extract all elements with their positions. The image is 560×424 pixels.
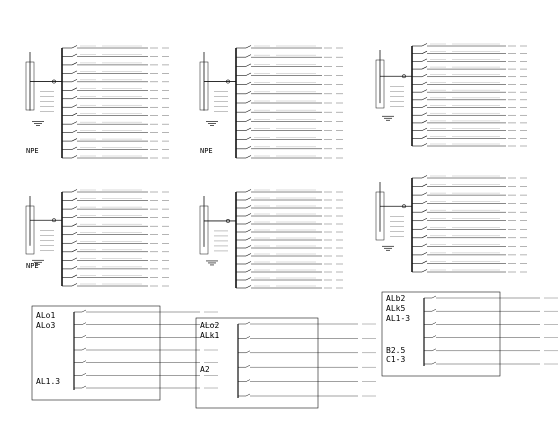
panel-6-branch-breaker-icon	[422, 176, 427, 179]
npe-label-2: NPE	[200, 147, 213, 155]
panel-5-branch-breaker-icon	[422, 120, 427, 123]
panel-6-branch-breaker-icon	[422, 252, 427, 255]
panel-4-branch-breaker-icon	[246, 214, 251, 217]
legend-3-title-e: C1-3	[386, 355, 406, 364]
panel-4-branch-breaker-icon	[246, 206, 251, 209]
npe-label-1: NPE	[26, 147, 39, 155]
panel-3-branch-breaker-icon	[72, 249, 77, 252]
panel-5-branch-breaker-icon	[422, 113, 427, 116]
panel-5-branch-breaker-icon	[422, 44, 427, 47]
panel-6	[376, 176, 527, 273]
legend-2-title-c: A2	[200, 365, 210, 374]
legend-2-row-breaker-icon	[246, 322, 250, 324]
panel-4-branch-breaker-icon	[246, 246, 251, 249]
panel-6-branch-breaker-icon	[422, 210, 427, 213]
panel-3-branch-breaker-icon	[72, 284, 77, 287]
panel-5-branch-breaker-icon	[422, 59, 427, 62]
npe-label-3: NPE	[26, 262, 39, 270]
panel-1-branch-breaker-icon	[72, 96, 77, 99]
panel-6-branch-breaker-icon	[422, 227, 427, 230]
legend-1-row-breaker-icon	[82, 361, 86, 363]
legend-2-row-breaker-icon	[246, 394, 250, 396]
panel-4-branch-breaker-icon	[246, 254, 251, 257]
legend-3-row-breaker-icon	[432, 296, 436, 298]
legend-2-row-breaker-icon	[246, 351, 250, 353]
panel-1-branch-breaker-icon	[72, 147, 77, 150]
panel-2-branch-breaker-icon	[246, 137, 251, 140]
panel-5-branch-breaker-icon	[422, 136, 427, 139]
panel-1-branch-breaker-icon	[72, 105, 77, 108]
panel-5	[376, 44, 527, 147]
panel-4-branch-breaker-icon	[246, 262, 251, 265]
panel-3-branch-breaker-icon	[72, 266, 77, 269]
legend-3-title-a: ALb2	[386, 294, 406, 303]
panel-4-branch-breaker-icon	[246, 286, 251, 289]
panel-6-branch-breaker-icon	[422, 218, 427, 221]
panel-3-branch-breaker-icon	[72, 232, 77, 235]
panel-6-branch-breaker-icon	[422, 201, 427, 204]
panel-6-branch-breaker-icon	[422, 270, 427, 273]
legend-3-title-c: AL1-3	[386, 314, 411, 323]
legend-3-title-b: ALk5	[386, 304, 406, 313]
legend-1-row-breaker-icon	[82, 335, 86, 337]
legend-1-title-a: ALo1	[36, 311, 56, 320]
panel-4-branch-breaker-icon	[246, 278, 251, 281]
panel-3-branch-breaker-icon	[72, 275, 77, 278]
panel-5-branch-breaker-icon	[422, 90, 427, 93]
panel-2-branch-breaker-icon	[246, 46, 251, 49]
legend-2-title-a: ALo2	[200, 321, 220, 330]
panel-2-branch-breaker-icon	[246, 128, 251, 131]
panel-1-branch-breaker-icon	[72, 79, 77, 82]
panel-5-branch-breaker-icon	[422, 82, 427, 85]
legend-boxes	[32, 292, 558, 408]
panel-1-branch-breaker-icon	[72, 139, 77, 142]
panel-3-branch-breaker-icon	[72, 224, 77, 227]
legend-3-row-breaker-icon	[432, 322, 436, 324]
panel-5-branch-breaker-icon	[422, 105, 427, 108]
panel-3-branch-breaker-icon	[72, 207, 77, 210]
legend-3-row-breaker-icon	[432, 362, 436, 364]
panel-4-branch-breaker-icon	[246, 270, 251, 273]
panel-6-branch-breaker-icon	[422, 184, 427, 187]
panel-2	[200, 46, 343, 159]
panel-3-branch-breaker-icon	[72, 241, 77, 244]
panel-1-branch-breaker-icon	[72, 122, 77, 125]
legend-2-row-breaker-icon	[246, 365, 250, 367]
legend-1-title-c: AL1.3	[36, 377, 61, 386]
legend-1-row-breaker-icon	[82, 323, 86, 325]
panel-4-branch-breaker-icon	[246, 198, 251, 201]
panel-1-branch-breaker-icon	[72, 71, 77, 74]
panel-1-branch-breaker-icon	[72, 156, 77, 159]
legend-1-title-b: ALo3	[36, 321, 56, 330]
panel-5-branch-breaker-icon	[422, 97, 427, 100]
panel-2-branch-breaker-icon	[246, 55, 251, 58]
legend-2	[196, 318, 376, 408]
panel-5-branch-breaker-icon	[422, 51, 427, 54]
panel-2-branch-breaker-icon	[246, 119, 251, 122]
panel-5-branch-breaker-icon	[422, 144, 427, 147]
legend-1-row-breaker-icon	[82, 373, 86, 375]
panel-2-branch-breaker-icon	[246, 110, 251, 113]
panel-5-branch-breaker-icon	[422, 74, 427, 77]
panel-6-branch-breaker-icon	[422, 261, 427, 264]
legend-3-row-breaker-icon	[432, 349, 436, 351]
panel-1-branch-breaker-icon	[72, 54, 77, 57]
legend-3-title-d: B2.5	[386, 346, 406, 355]
panel-4-branch-breaker-icon	[246, 238, 251, 241]
panel-4-branch-breaker-icon	[246, 222, 251, 225]
legend-2-title-b: ALk1	[200, 331, 220, 340]
legend-2-row-breaker-icon	[246, 380, 250, 382]
panel-1	[26, 46, 169, 159]
legend-3-row-breaker-icon	[432, 309, 436, 311]
panel-5-branch-breaker-icon	[422, 128, 427, 131]
panel-6-branch-breaker-icon	[422, 193, 427, 196]
legend-3-row-breaker-icon	[432, 336, 436, 338]
panel-4	[200, 190, 343, 289]
panel-1-branch-breaker-icon	[72, 113, 77, 116]
panel-2-branch-breaker-icon	[246, 82, 251, 85]
legend-2-row-breaker-icon	[246, 336, 250, 338]
panel-1-branch-breaker-icon	[72, 130, 77, 133]
panel-6-branch-breaker-icon	[422, 244, 427, 247]
panel-1-branch-breaker-icon	[72, 88, 77, 91]
panel-1-branch-breaker-icon	[72, 46, 77, 49]
panel-2-branch-breaker-icon	[246, 156, 251, 159]
panel-3-branch-breaker-icon	[72, 190, 77, 193]
legend-1-row-breaker-icon	[82, 348, 86, 350]
panel-2-branch-breaker-icon	[246, 73, 251, 76]
panel-5-branch-breaker-icon	[422, 67, 427, 70]
panel-2-branch-breaker-icon	[246, 146, 251, 149]
panel-2-branch-breaker-icon	[246, 101, 251, 104]
panel-4-branch-breaker-icon	[246, 230, 251, 233]
panel-2-branch-breaker-icon	[246, 64, 251, 67]
legend-3	[382, 292, 558, 376]
distribution-panels	[26, 44, 527, 289]
panel-4-branch-breaker-icon	[246, 190, 251, 193]
panel-3-branch-breaker-icon	[72, 258, 77, 261]
panel-1-branch-breaker-icon	[72, 62, 77, 65]
panel-3-branch-breaker-icon	[72, 198, 77, 201]
panel-2-branch-breaker-icon	[246, 91, 251, 94]
panel-6-branch-breaker-icon	[422, 235, 427, 238]
legend-1-row-breaker-icon	[82, 386, 86, 388]
legend-1-row-breaker-icon	[82, 310, 86, 312]
panel-3	[26, 190, 169, 287]
panel-3-branch-breaker-icon	[72, 215, 77, 218]
